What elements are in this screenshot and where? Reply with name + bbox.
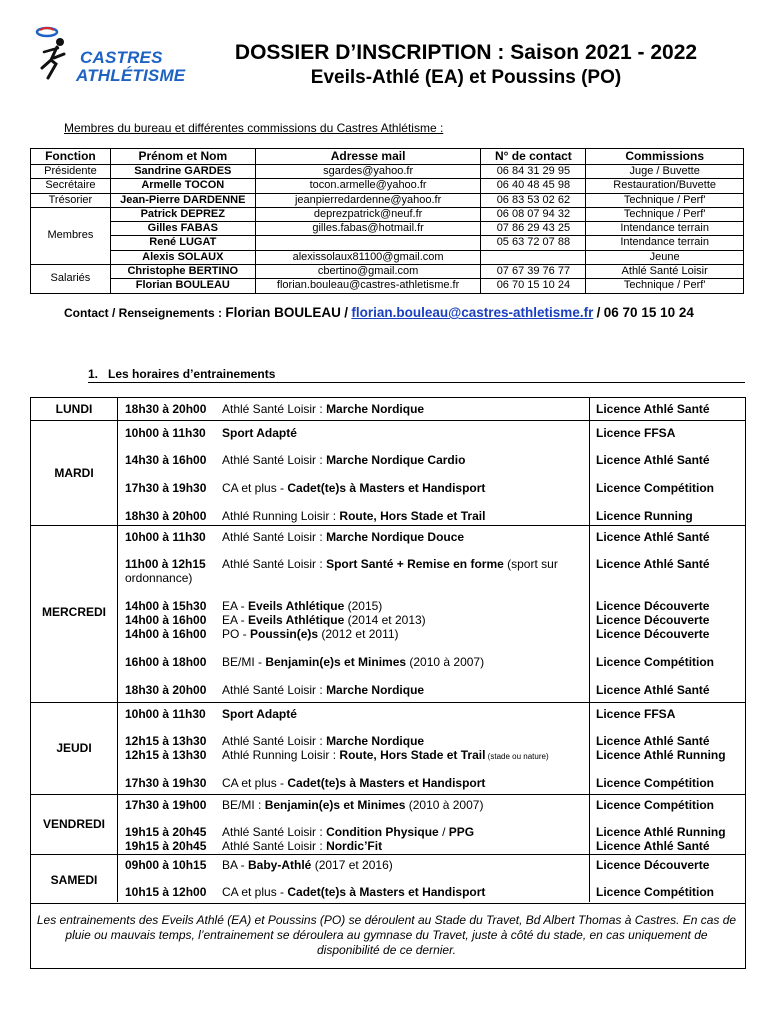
contact-name: Florian BOULEAU	[225, 305, 341, 320]
activity: Athlé Santé Loisir : Sport Santé + Remise en forme (sport sur	[222, 557, 558, 571]
activity: CA et plus - Cadet(te)s à Masters et Handisport	[222, 776, 486, 790]
day-block-lundi	[31, 398, 745, 420]
member-email[interactable]: cbertino@gmail.com	[255, 265, 481, 279]
time-slot: 16h00 à 18h00	[125, 655, 207, 669]
member-name: Christophe BERTINO	[110, 265, 255, 279]
activity: CA et plus - Cadet(te)s à Masters et Handisport	[222, 885, 486, 899]
member-phone: 06 84 31 29 95	[481, 165, 586, 179]
member-name: Gilles FABAS	[110, 222, 255, 236]
activity: Athlé Running Loisir : Route, Hors Stade et Trail	[222, 509, 486, 523]
time-slot: 12h15 à 13h30	[125, 734, 207, 748]
member-email[interactable]: deprezpatrick@neuf.fr	[255, 207, 481, 221]
activity: Athlé Santé Loisir : Marche Nordique	[222, 683, 425, 697]
license: Licence Compétition	[596, 798, 715, 812]
day-label: VENDREDI	[42, 817, 105, 831]
member-name: Jean-Pierre DARDENNE	[110, 193, 255, 207]
license: Licence Athlé Santé	[596, 734, 710, 748]
license: Licence FFSA	[596, 707, 676, 721]
section-divider	[88, 382, 745, 383]
license: Licence Découverte	[596, 627, 710, 641]
time-slot: 18h30 à 20h00	[125, 509, 207, 523]
license: Licence Running	[596, 509, 693, 523]
activity: Athlé Santé Loisir : Marche Nordique	[222, 402, 425, 416]
day-label: MARDI	[54, 466, 94, 480]
time-slot: 10h00 à 11h30	[125, 426, 206, 440]
member-phone: 07 67 39 76 77	[481, 265, 586, 279]
member-role: Présidente	[31, 165, 111, 179]
member-email	[255, 236, 481, 250]
license: Licence Athlé Santé	[596, 530, 710, 544]
license: Licence Athlé Santé	[596, 402, 710, 416]
license: Licence Athlé Santé	[596, 557, 710, 571]
license: Licence Découverte	[596, 858, 710, 872]
activity: BA - Baby-Athlé (2017 et 2016)	[222, 858, 393, 872]
day-block-jeudi	[31, 702, 745, 795]
member-phone	[481, 250, 586, 264]
activity: PO - Poussin(e)s (2012 et 2011)	[222, 627, 399, 641]
day-block-vendredi	[31, 794, 745, 855]
logo-text-athletisme: ATHLÉTISME	[76, 66, 186, 85]
table-row	[31, 165, 744, 179]
activity: CA et plus - Cadet(te)s à Masters et Handisport	[222, 481, 486, 495]
activity: BE/MI : Benjamin(e)s et Minimes (2010 à 2007)	[222, 798, 484, 812]
day-label: MERCREDI	[41, 605, 106, 619]
member-email[interactable]: gilles.fabas@hotmail.fr	[255, 222, 481, 236]
member-name: Florian BOULEAU	[110, 279, 255, 293]
license: Licence Athlé Santé	[596, 683, 710, 697]
time-slot: 09h00 à 10h15	[125, 858, 207, 872]
table-row	[31, 179, 744, 193]
members-caption: Membres du bureau et différentes commissions du Castres Athlétisme :	[64, 121, 444, 135]
time-slot: 19h15 à 20h45	[125, 825, 207, 839]
activity: EA - Eveils Athlétique (2014 et 2013)	[222, 613, 426, 627]
table-row	[31, 222, 744, 236]
member-phone: 06 83 53 02 62	[481, 193, 586, 207]
license: Licence FFSA	[596, 426, 676, 440]
time-slot: 11h00 à 12h15	[125, 557, 206, 571]
member-email[interactable]: alexissolaux81100@gmail.com	[255, 250, 481, 264]
member-role-group: Membres	[31, 207, 111, 264]
time-slot: 14h00 à 16h00	[125, 613, 207, 627]
member-email[interactable]: tocon.armelle@yahoo.fr	[255, 179, 481, 193]
col-header-nom: Prénom et Nom	[110, 149, 255, 165]
title-subtitle: Eveils-Athlé (EA) et Poussins (PO)	[310, 67, 622, 88]
time-slot: 10h15 à 12h00	[125, 885, 207, 899]
athlete-logo-icon	[34, 24, 76, 86]
time-slot: 18h30 à 20h00	[125, 683, 207, 697]
title-season: Saison 2021 - 2022	[510, 41, 698, 64]
section-heading	[88, 367, 275, 381]
member-name: Alexis SOLAUX	[110, 250, 255, 264]
time-slot: 10h00 à 11h30	[125, 707, 206, 721]
page-title	[196, 40, 736, 90]
license: Licence Découverte	[596, 613, 710, 627]
member-role-group: Salariés	[31, 265, 111, 294]
member-commission: Athlé Santé Loisir	[586, 265, 744, 279]
table-row	[31, 265, 744, 279]
time-slot: 12h15 à 13h30	[125, 748, 207, 762]
day-block-mercredi	[31, 525, 745, 703]
activity: Athlé Running Loisir : Route, Hors Stade et Trail (stade ou nature)	[222, 748, 549, 762]
activity: Athlé Santé Loisir : Marche Nordique Cardio	[222, 453, 466, 467]
member-role: Secrétaire	[31, 179, 111, 193]
col-header-contact: N° de contact	[481, 149, 586, 165]
day-block-mardi	[31, 420, 745, 526]
member-phone: 05 63 72 07 88	[481, 236, 586, 250]
table-row	[31, 279, 744, 293]
time-slot: 17h30 à 19h30	[125, 481, 207, 495]
activity: Athlé Santé Loisir : Marche Nordique	[222, 734, 425, 748]
member-commission: Intendance terrain	[586, 222, 744, 236]
time-slot: 19h15 à 20h45	[125, 839, 207, 853]
time-slot: 14h30 à 16h00	[125, 453, 207, 467]
schedule-table	[30, 397, 746, 969]
contact-sep: /	[344, 305, 348, 320]
member-email[interactable]: florian.bouleau@castres-athletisme.fr	[255, 279, 481, 293]
activity: Athlé Santé Loisir : Nordic’Fit	[222, 839, 383, 853]
table-row	[31, 207, 744, 221]
contact-email-link[interactable]: florian.bouleau@castres-athletisme.fr	[351, 305, 594, 320]
activity: BE/MI - Benjamin(e)s et Minimes (2010 à 2007)	[222, 655, 485, 669]
license: Licence Compétition	[596, 885, 715, 899]
member-phone: 06 70 15 10 24	[481, 279, 586, 293]
license: Licence Athlé Santé	[596, 453, 710, 467]
col-header-email: Adresse mail	[255, 149, 481, 165]
contact-line	[64, 305, 754, 320]
day-label: LUNDI	[55, 402, 93, 416]
member-commission: Jeune	[586, 250, 744, 264]
contact-phone: 06 70 15 10 24	[603, 305, 694, 320]
license: Licence Compétition	[596, 655, 715, 669]
table-row	[31, 236, 744, 250]
license: Licence Athlé Running	[596, 748, 726, 762]
table-row	[31, 250, 744, 264]
license: Licence Compétition	[596, 481, 715, 495]
day-label: SAMEDI	[50, 873, 98, 887]
license: Licence Athlé Santé	[596, 839, 710, 853]
license: Licence Découverte	[596, 599, 710, 613]
time-slot: 17h30 à 19h30	[125, 776, 207, 790]
member-email[interactable]: sgardes@yahoo.fr	[255, 165, 481, 179]
member-commission: Technique / Perf'	[586, 193, 744, 207]
member-name: René LUGAT	[110, 236, 255, 250]
contact-prefix: Contact / Renseignements :	[64, 306, 223, 320]
license: Licence Compétition	[596, 776, 715, 790]
member-name: Patrick DEPREZ	[110, 207, 255, 221]
col-header-fonction: Fonction	[31, 149, 111, 165]
activity: Sport Adapté	[222, 707, 297, 721]
time-slot: 14h00 à 15h30	[125, 599, 207, 613]
col-header-commissions: Commissions	[586, 149, 744, 165]
section-title: Les horaires d’entrainements	[108, 367, 276, 381]
table-row	[31, 193, 744, 207]
member-email[interactable]: jeanpierredardenne@yahoo.fr	[255, 193, 481, 207]
activity: Sport Adapté	[222, 426, 297, 440]
member-phone: 06 08 07 94 32	[481, 207, 586, 221]
schedule-footnote: Les entrainements des Eveils Athlé (EA) et Poussins (PO) se déroulent au Stade du Travet, Bd Albert Thomas à Castres. En cas de pluie ou mauvais temps, l’entrainement se déroulera au gymnase du Travet, juste à côté du stade, en cas uniquement de disponibilité de ce dernier.	[36, 913, 737, 957]
member-commission: Restauration/Buvette	[586, 179, 744, 193]
member-name: Sandrine GARDES	[110, 165, 255, 179]
contact-sep: /	[596, 305, 601, 320]
member-commission: Intendance terrain	[586, 236, 744, 250]
time-slot: 10h00 à 11h30	[125, 530, 206, 544]
club-logo	[34, 24, 184, 94]
title-main: DOSSIER D’INSCRIPTION :	[234, 41, 505, 64]
time-slot: 18h30 à 20h00	[125, 402, 207, 416]
member-commission: Technique / Perf'	[586, 279, 744, 293]
member-commission: Technique / Perf'	[586, 207, 744, 221]
activity: Athlé Santé Loisir : Condition Physique / PPG	[222, 825, 475, 839]
member-phone: 06 40 48 45 98	[481, 179, 586, 193]
day-label: JEUDI	[56, 741, 92, 755]
activity: EA - Eveils Athlétique (2015)	[222, 599, 383, 613]
member-commission: Juge / Buvette	[586, 165, 744, 179]
activity-continuation: ordonnance)	[125, 571, 193, 585]
license: Licence Athlé Running	[596, 825, 726, 839]
time-slot: 17h30 à 19h00	[125, 798, 207, 812]
activity: Athlé Santé Loisir : Marche Nordique Douce	[222, 530, 465, 544]
member-name: Armelle TOCON	[110, 179, 255, 193]
day-block-samedi	[31, 854, 745, 904]
section-number: 1.	[88, 367, 99, 381]
member-role: Trésorier	[31, 193, 111, 207]
members-table	[30, 148, 744, 294]
member-phone: 07 86 29 43 25	[481, 222, 586, 236]
members-header-row	[31, 149, 744, 165]
logo-text-castres: CASTRES	[80, 48, 163, 67]
time-slot: 14h00 à 16h00	[125, 627, 207, 641]
